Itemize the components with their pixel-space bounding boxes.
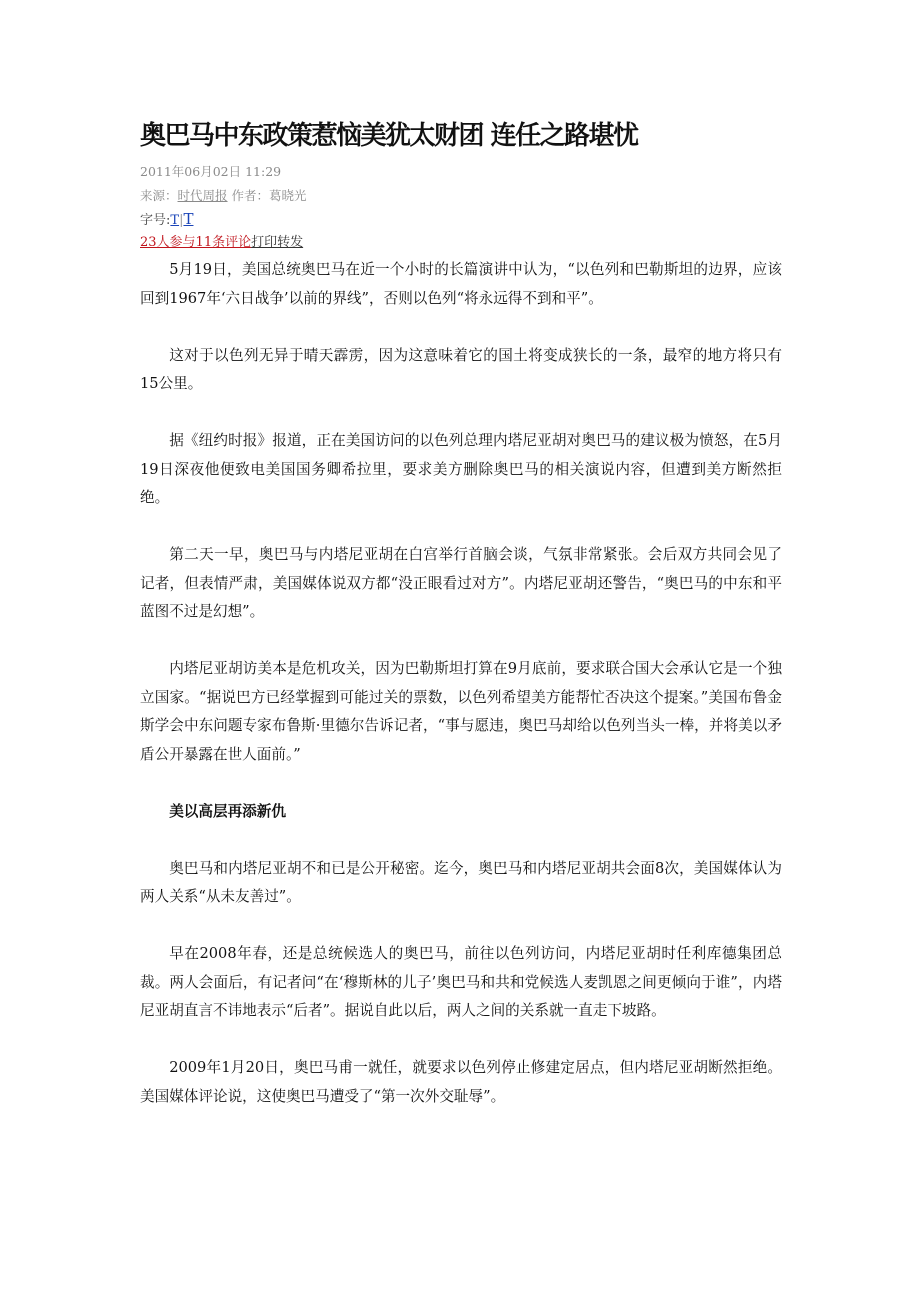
article-paragraph: 据《纽约时报》报道，正在美国访问的以色列总理内塔尼亚胡对奥巴马的建议极为愤怒，在5月19日深夜他便致电美国国务卿希拉里，要求美方删除奥巴马的相关演说内容，但遭到美方断然拒绝。 bbox=[140, 432, 782, 506]
source-link[interactable]: 时代周报 bbox=[177, 188, 228, 203]
comments-link[interactable]: 23人参与11条评论 bbox=[140, 235, 252, 250]
article-paragraph: 内塔尼亚胡访美本是危机攻关，因为巴勒斯坦打算在9月底前，要求联合国大会承认它是一个独立国家。“据说巴方已经掌握到可能过关的票数，以色列希望美方能帮忙否决这个提案。”美国布鲁金斯学会中东问题专家布鲁斯·里德尔告诉记者，“事与愿违，奥巴马却给以色列当头一棒，并将美以矛盾公开暴露在世人面前。” bbox=[140, 660, 782, 763]
article-title: 奥巴马中东政策惹恼美犹太财团 连任之路堪忧 bbox=[140, 121, 638, 151]
article-paragraph: 2009年1月20日，奥巴马甫一就任，就要求以色列停止修建定居点，但内塔尼亚胡断然拒绝。美国媒体评论说，这使奥巴马遭受了“第一次外交耻辱”。 bbox=[140, 1059, 782, 1105]
article-paragraph: 这对于以色列无异于晴天霹雳，因为这意味着它的国土将变成狭长的一条，最窄的地方将只有15公里。 bbox=[140, 346, 782, 392]
font-size-label: 字号: bbox=[140, 213, 171, 228]
article-body bbox=[140, 256, 782, 1111]
article-paragraph: 奥巴马和内塔尼亚胡不和已是公开秘密。迄今，奥巴马和内塔尼亚胡共会面8次，美国媒体认为两人关系“从未友善过”。 bbox=[140, 859, 782, 905]
article-source-line bbox=[140, 184, 782, 208]
article-paragraph: 第二天一早，奥巴马与内塔尼亚胡在白宫举行首脑会谈，气氛非常紧张。会后双方共同会见了记者，但表情严肃，美国媒体说双方都“没正眼看过对方”。内塔尼亚胡还警告，“奥巴马的中东和平蓝图不过是幻想”。 bbox=[140, 546, 782, 620]
author-label: 作者： bbox=[231, 188, 270, 203]
article-page bbox=[140, 118, 782, 1111]
font-separator: | bbox=[179, 213, 184, 228]
source-label: 来源： bbox=[140, 188, 178, 203]
print-forward-link[interactable]: 打印转发 bbox=[251, 235, 304, 250]
font-large-button[interactable]: T bbox=[183, 210, 194, 228]
article-paragraph: 早在2008年春，还是总统候选人的奥巴马，前往以色列访问，内塔尼亚胡时任利库德集团总裁。两人会面后，有记者问“在‘穆斯林的儿子’奥巴马和共和党候选人麦凯恩之间更倾向于谁”，内塔尼亚胡直言不讳地表示“后者”。据说自此以后，两人之间的关系就一直走下坡路。 bbox=[140, 945, 782, 1019]
font-small-button[interactable]: T bbox=[170, 213, 180, 228]
font-size-control bbox=[140, 208, 782, 232]
comments-bar bbox=[140, 232, 782, 254]
article-paragraph: 5月19日，美国总统奥巴马在近一个小时的长篇演讲中认为，“以色列和巴勒斯坦的边界，应该回到1967年‘六日战争’以前的界线”，否则以色列“将永远得不到和平”。 bbox=[140, 261, 782, 307]
author-name: 葛晓光 bbox=[269, 188, 307, 203]
article-datetime: 2011年06月02日 11:29 bbox=[140, 164, 282, 179]
article-subheading: 美以高层再添新仇 bbox=[169, 802, 286, 820]
